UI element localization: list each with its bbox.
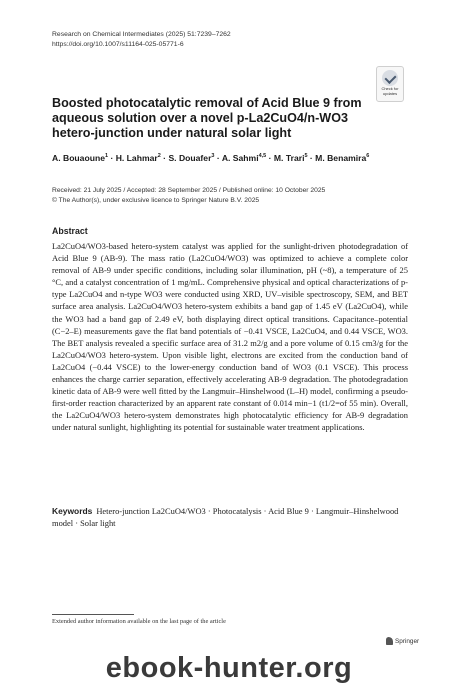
check-updates-icon: [382, 70, 398, 86]
publication-dates: [52, 186, 325, 206]
abstract-text: La2CuO4/WO3-based hetero-system catalyst was applied for the sunlight-driven photodegradation of Acid Blue 9 (AB-9). The mass ratio (La2CuO4/WO3) was optimized to achieve a complete color removal of AB-9 under specific conditions, including solar illumination, pH (~8), a temperature of 25 °C, and a catalyst concentration of 1 mg/mL. Comprehensive physical and optical characterizations of p-type La2CuO4 and n-type WO3 were conducted using XRD, UV–visible spectroscopy, SEM, and BET surface area analysis. La2CuO4/WO3 hetero-system exhibits a band gap of 1.45 eV (La2CuO4), while the WO3 had a band gap of 2.49 eV, both displaying direct optical transitions. Capacitance–potential (C−2–E) measurements gave the flat band potentials of −0.41 VSCE, La2CuO4, and 0.44 VSCE, WO3. The BET analysis revealed a specific surface area of 31.2 m2/g and a pore volume of 0.15 cm3/g for the La2CuO4/WO3 hetero-system. Upon visible light, electrons are excited from the conduction band of La2CuO4 (−0.44 VSCE) to the lower-energy conduction band of WO3 (0.1 VSCE). This process enhances the charge carrier separation, effectively accelerating AB-9 degradation. The photodegradation kinetic data of AB-9 were well fitted by the Langmuir–Hinshelwood (L–H) model, confirming a pseudo-first-order reaction characterized by an apparent rate constant of 0.014 min−1 (t1/2=of 55 min). Overall, the La2CuO4/WO3 hetero-system demonstrates high photocatalytic efficiency for AB-9 degradation under natural sunlight, highlighting its potential for sustainable water treatment applications.: [52, 241, 408, 433]
footnote: Extended author information available on the last page of the article: [52, 618, 226, 625]
author-affiliation: 6: [366, 153, 370, 160]
abstract-heading: Abstract: [52, 226, 88, 236]
author-separator: ·: [307, 153, 316, 163]
check-updates-label-1: Check for: [381, 86, 399, 91]
abstract-body: [52, 240, 408, 434]
author-affiliation: 5: [304, 153, 308, 160]
journal-citation: Research on Chemical Intermediates (2025) 51:7239–7262: [52, 31, 231, 38]
author-name[interactable]: A. Sahmi$^{4,5}$: [221, 153, 267, 163]
publisher-name: Springer: [395, 637, 420, 645]
author-affiliation: 4,5: [258, 153, 267, 160]
author-name[interactable]: H. Lahmar$^2$: [115, 153, 161, 163]
check-updates-label-2: updates: [382, 90, 398, 96]
author-separator: ·: [214, 153, 222, 163]
author-affiliation: 3: [211, 153, 215, 160]
author-name[interactable]: M. Benamira$^6$: [315, 153, 370, 163]
author-name[interactable]: M. Trari$^5$: [273, 153, 308, 163]
author-name[interactable]: S. Douafer$^3$: [168, 153, 215, 163]
footnote-divider: [52, 614, 134, 615]
dates-line: Received: 21 July 2025 / Accepted: 28 September 2025 / Published online: 10 October 2025: [52, 187, 326, 194]
journal-header: [52, 30, 231, 50]
article-title: Boosted photocatalytic removal of Acid Blue 9 from aqueous solution over a novel p-La2CuO4/n-WO3 hetero-junction under natural solar light: [52, 96, 362, 140]
doi-link[interactable]: https://doi.org/10.1007/s11164-025-05771-6: [52, 41, 184, 48]
copyright-line: © The Author(s), under exclusive licence to Springer Nature B.V. 2025: [52, 197, 260, 204]
watermark: ebook-hunter.org: [105, 652, 353, 684]
author-affiliation: 2: [157, 153, 161, 160]
author-separator: ·: [160, 153, 169, 163]
keywords-text: Hetero-junction La2CuO4/WO3 · Photocatalysis · Acid Blue 9 · Langmuir–Hinshelwood model · Solar light: [52, 506, 399, 528]
author-list: [52, 153, 412, 163]
keywords-heading: Keywords: [52, 506, 93, 516]
author-separator: ·: [108, 153, 116, 163]
keywords-block: [52, 505, 408, 529]
author-affiliation: 1: [105, 153, 109, 160]
author-name[interactable]: A. Bouaoune$^1$: [52, 153, 109, 163]
author-separator: ·: [266, 153, 274, 163]
